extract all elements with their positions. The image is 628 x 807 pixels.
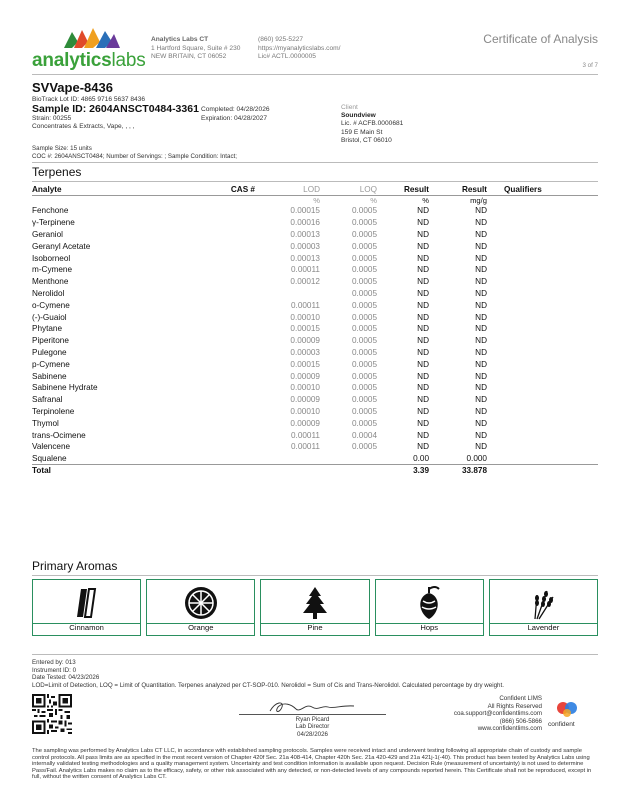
result-mg: ND bbox=[475, 395, 487, 405]
lavender-icon bbox=[525, 585, 561, 621]
result-pct: ND bbox=[417, 265, 429, 275]
total-mg: 33.878 bbox=[429, 465, 487, 477]
analyte-name: Geranyl Acetate bbox=[32, 241, 91, 251]
result-mg: ND bbox=[475, 406, 487, 416]
terpenes-table bbox=[32, 185, 598, 476]
page-header bbox=[32, 28, 598, 72]
lod-value: 0.00015 bbox=[290, 324, 320, 334]
result-mg: ND bbox=[475, 300, 487, 310]
cas-cell bbox=[201, 276, 261, 288]
qualifier-cell bbox=[487, 465, 598, 477]
lab-phone: (860) 925-5227 bbox=[258, 36, 304, 43]
total-row bbox=[32, 465, 598, 477]
cas-cell bbox=[201, 217, 261, 229]
client-license: Lic. # ACFB.0000681 bbox=[341, 120, 404, 128]
dates bbox=[201, 106, 270, 123]
aroma-card-pine bbox=[260, 579, 369, 636]
col-result-mg: Result bbox=[429, 185, 487, 195]
result-mg: ND bbox=[475, 265, 487, 275]
result-pct: ND bbox=[417, 229, 429, 239]
analyte-name: γ-Terpinene bbox=[32, 218, 75, 228]
strain: Strain: 00255 bbox=[32, 115, 72, 122]
result-pct: ND bbox=[417, 418, 429, 428]
result-mg: ND bbox=[475, 371, 487, 381]
footer-divider bbox=[32, 654, 598, 655]
cas-cell bbox=[201, 406, 261, 418]
lims-info bbox=[440, 695, 542, 733]
result-pct: ND bbox=[417, 253, 429, 263]
cas-cell bbox=[201, 429, 261, 441]
analyte-name: (-)-Guaiol bbox=[32, 312, 67, 322]
category: Concentrates & Extracts, Vape, , , , bbox=[32, 123, 135, 130]
cas-cell bbox=[201, 229, 261, 241]
loq-value: 0.0005 bbox=[351, 206, 377, 216]
qualifier-cell bbox=[487, 335, 598, 347]
terpenes-title: Terpenes bbox=[32, 165, 82, 179]
table-row bbox=[32, 252, 598, 264]
lod-value: 0.00013 bbox=[290, 253, 320, 263]
biotrack-id: BioTrack Lot ID: 4865 9716 5637 8436 bbox=[32, 96, 146, 103]
table-row bbox=[32, 358, 598, 370]
cas-cell bbox=[201, 370, 261, 382]
sample-size-info bbox=[32, 145, 237, 160]
aroma-label: Cinnamon bbox=[69, 623, 104, 632]
confident-logo-text: confident bbox=[548, 721, 575, 728]
table-row bbox=[32, 370, 598, 382]
result-mg: ND bbox=[475, 418, 487, 428]
aroma-label: Hops bbox=[420, 623, 439, 632]
analyte-name: Piperitone bbox=[32, 336, 69, 346]
analyte-name: Sabinene bbox=[32, 371, 67, 381]
table-row bbox=[32, 299, 598, 311]
analyte-name: Squalene bbox=[32, 453, 201, 465]
result-mg: ND bbox=[475, 218, 487, 228]
lod-value: 0.00009 bbox=[290, 336, 320, 346]
qualifier-cell bbox=[487, 311, 598, 323]
analyte-name: m-Cymene bbox=[32, 265, 73, 275]
lab-contact bbox=[258, 36, 340, 62]
result-pct: ND bbox=[417, 300, 429, 310]
signer-info bbox=[239, 716, 386, 738]
total-pct: 3.39 bbox=[377, 465, 429, 477]
result-mg: ND bbox=[475, 383, 487, 393]
lab-license: Lic# ACTL.0000005 bbox=[258, 53, 316, 61]
qualifier-cell bbox=[487, 347, 598, 359]
aromas-divider bbox=[32, 575, 598, 576]
analyte-name: Sabinene Hydrate bbox=[32, 383, 98, 393]
loq-value: 0.0005 bbox=[351, 347, 377, 357]
cas-cell bbox=[201, 311, 261, 323]
aroma-card-cinnamon bbox=[32, 579, 141, 636]
result-mg: ND bbox=[475, 253, 487, 263]
loq-value: 0.0005 bbox=[351, 300, 377, 310]
table-row bbox=[32, 288, 598, 300]
client-address: 159 E Main St bbox=[341, 128, 383, 136]
loq-value: 0.0005 bbox=[351, 336, 377, 346]
lod-value: 0.00013 bbox=[290, 229, 320, 239]
section-divider bbox=[32, 162, 598, 163]
analyte-name: Phytane bbox=[32, 324, 63, 334]
lod-value: 0.00010 bbox=[290, 312, 320, 322]
result-pct: ND bbox=[417, 430, 429, 440]
cas-cell bbox=[201, 205, 261, 217]
aromas-title: Primary Aromas bbox=[32, 559, 118, 573]
hops-icon bbox=[411, 585, 447, 621]
client-city: Bristol, CT 06010 bbox=[341, 136, 392, 144]
result-pct: ND bbox=[417, 442, 429, 452]
units-row bbox=[32, 195, 598, 205]
document-title: Certificate of Analysis bbox=[483, 32, 598, 46]
qualifier-cell bbox=[487, 240, 598, 252]
lod-value: 0.00011 bbox=[291, 300, 320, 310]
col-loq: LOQ bbox=[320, 185, 377, 195]
lims-name: Confident LIMS bbox=[499, 695, 542, 702]
unit-loq: % bbox=[370, 195, 377, 205]
result-mg: ND bbox=[475, 442, 487, 452]
qualifier-cell bbox=[487, 406, 598, 418]
result-pct: ND bbox=[417, 371, 429, 381]
logo-text: analyticslabs bbox=[32, 50, 146, 71]
analyte-name: p-Cymene bbox=[32, 359, 70, 369]
table-row bbox=[32, 453, 598, 465]
lims-rights: All Rights Reserved bbox=[487, 702, 542, 710]
result-mg: ND bbox=[475, 277, 487, 287]
result-pct: ND bbox=[417, 406, 429, 416]
qualifier-cell bbox=[487, 417, 598, 429]
lab-url[interactable]: https://myanalyticslabs.com/ bbox=[258, 44, 341, 52]
unit-pct: % bbox=[422, 195, 429, 205]
strain-info bbox=[32, 115, 135, 131]
table-row bbox=[32, 382, 598, 394]
lod-note: LOD=Limit of Detection, LOQ = Limit of Quantitation. Terpenes analyzed per CT-SOP-010. Nerolidol = Sum of Cis and Trans-Nerolidol. Calculated percentage by dry weight. bbox=[32, 682, 504, 689]
table-row bbox=[32, 240, 598, 252]
table-row bbox=[32, 441, 598, 453]
qualifier-cell bbox=[487, 264, 598, 276]
qualifier-cell bbox=[487, 394, 598, 406]
analyte-name: Terpinolene bbox=[32, 406, 75, 416]
table-row bbox=[32, 394, 598, 406]
loq-value bbox=[320, 453, 377, 465]
col-qualifiers: Qualifiers bbox=[487, 185, 598, 195]
sample-id: Sample ID: 2604ANSCT0484-3361 bbox=[32, 103, 199, 115]
qualifier-cell bbox=[487, 358, 598, 370]
result-pct: ND bbox=[417, 277, 429, 287]
loq-value: 0.0005 bbox=[351, 218, 377, 228]
lod-value: 0.00003 bbox=[290, 241, 320, 251]
lod-value: 0.00003 bbox=[290, 347, 320, 357]
unit-mg: mg/g bbox=[470, 195, 487, 205]
loq-value: 0.0005 bbox=[351, 442, 377, 452]
lab-name: Analytics Labs CT bbox=[151, 36, 209, 43]
loq-value: 0.0005 bbox=[351, 312, 377, 322]
analyte-name: Fenchone bbox=[32, 206, 69, 216]
pine-icon bbox=[297, 585, 333, 621]
result-pct: ND bbox=[417, 241, 429, 251]
qualifier-cell bbox=[487, 370, 598, 382]
lod-value: 0.00015 bbox=[290, 359, 320, 369]
col-cas: CAS # bbox=[201, 185, 261, 195]
lab-info bbox=[151, 36, 240, 62]
product-name: SVVape-8436 bbox=[32, 80, 113, 95]
loq-value: 0.0005 bbox=[351, 253, 377, 263]
aroma-card-orange bbox=[146, 579, 255, 636]
table-row bbox=[32, 276, 598, 288]
page-number: 3 of 7 bbox=[582, 62, 598, 69]
qualifier-cell bbox=[487, 299, 598, 311]
cas-cell bbox=[201, 299, 261, 311]
table-row bbox=[32, 347, 598, 359]
result-mg: ND bbox=[475, 288, 487, 298]
lod-value: 0.00012 bbox=[290, 277, 320, 287]
col-lod: LOD bbox=[261, 185, 320, 195]
cas-cell bbox=[201, 264, 261, 276]
loq-value: 0.0005 bbox=[351, 277, 377, 287]
table-row bbox=[32, 205, 598, 217]
result-pct: ND bbox=[417, 395, 429, 405]
result-pct: ND bbox=[417, 218, 429, 228]
table-row bbox=[32, 217, 598, 229]
result-pct: ND bbox=[417, 383, 429, 393]
loq-value: 0.0005 bbox=[351, 229, 377, 239]
result-mg: ND bbox=[475, 336, 487, 346]
qualifier-cell bbox=[487, 276, 598, 288]
qualifier-cell bbox=[487, 382, 598, 394]
orange-icon bbox=[183, 585, 219, 621]
logo-mark-icon bbox=[64, 28, 120, 48]
table-row bbox=[32, 229, 598, 241]
loq-value: 0.0005 bbox=[351, 288, 377, 298]
client-name: Soundview bbox=[341, 112, 376, 120]
cas-cell bbox=[201, 465, 261, 477]
signer-title: Lab Director bbox=[295, 723, 330, 731]
loq-value: 0.0005 bbox=[351, 395, 377, 405]
lod-value: 0.00011 bbox=[291, 442, 320, 452]
lod-value: 0.00015 bbox=[290, 206, 320, 216]
lod-cell bbox=[261, 465, 320, 477]
result-pct: ND bbox=[417, 288, 429, 298]
lod-value bbox=[261, 288, 320, 300]
qr-code-icon[interactable] bbox=[32, 694, 72, 734]
disclaimer: The sampling was performed by Analytics Labs CT LLC, in accordance with established sampling protocols. Samples were received intact and underwent testing following all appropriate chain of custody and sample control protocols. All pass limits are as specified in the most recent version of Chapter 420f Sec. 21a 408-414, Chapter 420h Sec. 21a 420-429 and 21a 421j-1(-40). This product has been tested by Analytics Labs using internally validated testing methodologies and a quality management system. Uncertainty and test condition information is available upon request. Decision Rule (measurement of uncertainty) is not used to determine Pass/Fail. Analytics Labs makes no claim as to the efficacy, safety, or other risk associated with any detected, or non-detected levels of any compounds reported herein. This Certificate shall not be reproduced, except in full, without the written consent of Analytics Labs CT. bbox=[32, 748, 592, 781]
table-row bbox=[32, 311, 598, 323]
qualifier-cell bbox=[487, 288, 598, 300]
table-header-row bbox=[32, 185, 598, 195]
client-label: Client bbox=[341, 104, 358, 111]
header-divider bbox=[32, 74, 598, 75]
table-row bbox=[32, 417, 598, 429]
result-pct: 0.00 bbox=[377, 453, 429, 465]
analyte-name: trans-Ocimene bbox=[32, 430, 86, 440]
col-analyte: Analyte bbox=[32, 185, 201, 195]
result-mg: ND bbox=[475, 324, 487, 334]
table-row bbox=[32, 335, 598, 347]
terpenes-divider bbox=[32, 181, 598, 182]
lab-address: 1 Hartford Square, Suite # 230 bbox=[151, 44, 241, 52]
col-result-pct: Result bbox=[377, 185, 429, 195]
cas-cell bbox=[201, 453, 261, 465]
result-pct: ND bbox=[417, 359, 429, 369]
analyte-name: Valencene bbox=[32, 442, 71, 452]
cas-cell bbox=[201, 382, 261, 394]
result-pct: ND bbox=[417, 312, 429, 322]
result-mg: ND bbox=[475, 229, 487, 239]
entered-by: Entered by: 013 bbox=[32, 659, 76, 666]
test-metadata bbox=[32, 659, 99, 682]
signature-line bbox=[239, 714, 386, 715]
loq-value: 0.0005 bbox=[351, 371, 377, 381]
lod-value: 0.00011 bbox=[291, 430, 320, 440]
table-row bbox=[32, 323, 598, 335]
signer-date: 04/28/2026 bbox=[297, 730, 328, 738]
loq-cell bbox=[320, 465, 377, 477]
qualifier-cell bbox=[487, 205, 598, 217]
cas-cell bbox=[201, 417, 261, 429]
completed-date: Completed: 04/28/2026 bbox=[201, 106, 270, 113]
qualifier-cell bbox=[487, 217, 598, 229]
loq-value: 0.0005 bbox=[351, 406, 377, 416]
analyte-name: Nerolidol bbox=[32, 288, 65, 298]
cas-cell bbox=[201, 288, 261, 300]
analyte-name: Isoborneol bbox=[32, 253, 71, 263]
aroma-label: Pine bbox=[307, 623, 323, 632]
sample-size: Sample Size: 15 units bbox=[32, 145, 92, 152]
cas-cell bbox=[201, 240, 261, 252]
lims-email[interactable]: coa.support@confidentlims.com bbox=[453, 710, 542, 718]
table-row bbox=[32, 429, 598, 441]
cas-cell bbox=[201, 394, 261, 406]
qualifier-cell bbox=[487, 229, 598, 241]
qualifier-cell bbox=[487, 323, 598, 335]
loq-value: 0.0005 bbox=[351, 241, 377, 251]
cas-cell bbox=[201, 323, 261, 335]
result-mg: ND bbox=[475, 206, 487, 216]
cas-cell bbox=[201, 441, 261, 453]
analyte-name: Menthone bbox=[32, 277, 69, 287]
table-row bbox=[32, 264, 598, 276]
result-mg: 0.000 bbox=[429, 453, 487, 465]
instrument-id: Instrument ID: 0 bbox=[32, 666, 77, 674]
analyte-name: Geraniol bbox=[32, 229, 63, 239]
result-mg: ND bbox=[475, 430, 487, 440]
lod-value: 0.00010 bbox=[290, 383, 320, 393]
loq-value: 0.0005 bbox=[351, 324, 377, 334]
cas-cell bbox=[201, 335, 261, 347]
aromas-list bbox=[32, 579, 598, 636]
signer-name: Ryan Picard bbox=[295, 716, 330, 723]
analyte-name: Thymol bbox=[32, 418, 59, 428]
analyte-name: Safranal bbox=[32, 395, 63, 405]
loq-value: 0.0005 bbox=[351, 265, 377, 275]
unit-lod: % bbox=[313, 195, 320, 205]
analyte-name: o-Cymene bbox=[32, 300, 70, 310]
loq-value: 0.0005 bbox=[351, 383, 377, 393]
aroma-card-lavender bbox=[489, 579, 598, 636]
qualifier-cell bbox=[487, 441, 598, 453]
result-pct: ND bbox=[417, 336, 429, 346]
total-label: Total bbox=[32, 465, 201, 477]
cas-cell bbox=[201, 358, 261, 370]
lod-value: 0.00009 bbox=[290, 395, 320, 405]
cas-cell bbox=[201, 252, 261, 264]
result-pct: ND bbox=[417, 324, 429, 334]
lab-city: NEW BRITAIN, CT 06052 bbox=[151, 53, 227, 61]
lod-value: 0.00009 bbox=[290, 418, 320, 428]
result-mg: ND bbox=[475, 359, 487, 369]
qualifier-cell bbox=[487, 252, 598, 264]
expiration-date: Expiration: 04/28/2027 bbox=[201, 114, 267, 122]
date-tested: Date Tested: 04/23/2026 bbox=[32, 674, 100, 682]
aroma-card-hops bbox=[375, 579, 484, 636]
lod-value: 0.00010 bbox=[290, 406, 320, 416]
cas-cell bbox=[201, 347, 261, 359]
result-mg: ND bbox=[475, 312, 487, 322]
table-row bbox=[32, 406, 598, 418]
lims-phone: (866) 506-5866 bbox=[499, 717, 542, 725]
qualifier-cell bbox=[487, 429, 598, 441]
loq-value: 0.0005 bbox=[351, 418, 377, 428]
analyte-name: Pulegone bbox=[32, 347, 67, 357]
lod-value: 0.00011 bbox=[291, 265, 320, 275]
aroma-label: Lavender bbox=[527, 623, 560, 632]
result-pct: ND bbox=[417, 347, 429, 357]
result-mg: ND bbox=[475, 241, 487, 251]
loq-value: 0.0004 bbox=[351, 430, 377, 440]
result-pct: ND bbox=[417, 206, 429, 216]
result-mg: ND bbox=[475, 347, 487, 357]
lod-value: 0.00009 bbox=[290, 371, 320, 381]
coc-info: COC #: 2604ANSCT0484; Number of Servings: ; Sample Condition: Intact; bbox=[32, 152, 237, 160]
client-info bbox=[341, 104, 403, 145]
lod-value: 0.00016 bbox=[290, 218, 320, 228]
cinnamon-icon bbox=[69, 585, 105, 621]
loq-value: 0.0005 bbox=[351, 359, 377, 369]
lims-url[interactable]: www.confidentlims.com bbox=[477, 725, 542, 733]
qualifier-cell bbox=[487, 453, 598, 465]
lod-value bbox=[261, 453, 320, 465]
aroma-label: Orange bbox=[188, 623, 214, 632]
